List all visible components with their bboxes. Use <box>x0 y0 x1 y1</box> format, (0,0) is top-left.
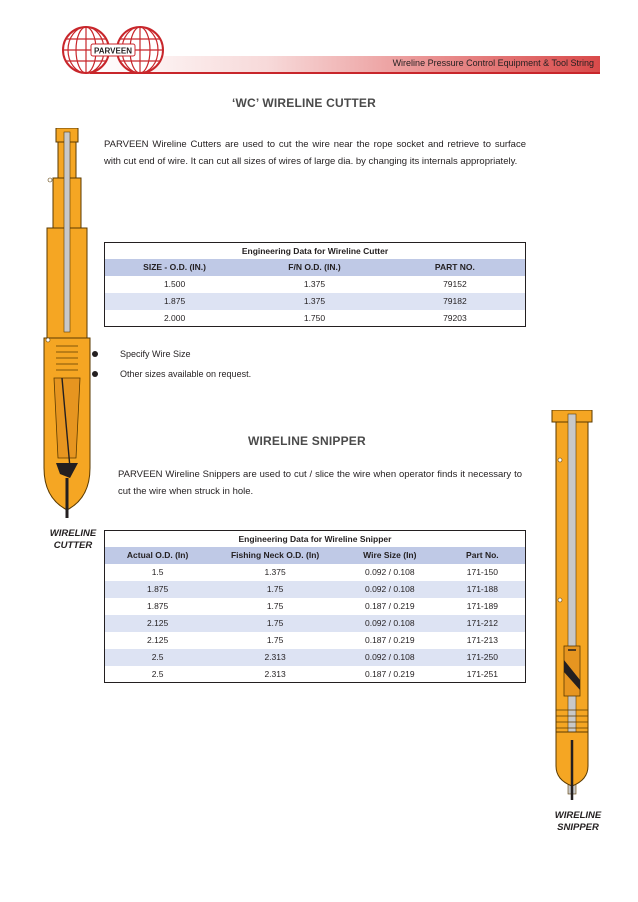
table-cell: 2.000 <box>105 310 245 327</box>
bullet-icon <box>92 371 98 377</box>
table-cell: 171-251 <box>440 666 526 683</box>
snipper-table <box>104 530 526 683</box>
table-cell: 79152 <box>385 276 526 293</box>
table-row <box>105 632 526 649</box>
column-header: Part No. <box>440 547 526 564</box>
column-header: Fishing Neck O.D. (In) <box>210 547 340 564</box>
table-cell: 2.5 <box>105 649 211 666</box>
snipper-description: PARVEEN Wireline Snippers are used to cut / slice the wire when operator finds it necessary to cut the wire when struck in hole. <box>118 469 522 497</box>
caption-line: CUTTER <box>53 540 93 551</box>
table-cell: 1.75 <box>210 615 340 632</box>
table-cell: 171-189 <box>440 598 526 615</box>
list-item <box>92 364 251 384</box>
column-header: SIZE - O.D. (IN.) <box>105 259 245 276</box>
table-cell: 0.092 / 0.108 <box>340 615 440 632</box>
note-text: Specify Wire Size <box>120 349 191 359</box>
table-row <box>105 666 526 683</box>
table-cell: 1.875 <box>105 293 245 310</box>
table-cell: 171-212 <box>440 615 526 632</box>
snipper-title: WIRELINE SNIPPER <box>248 434 366 448</box>
table-caption: Engineering Data for Wireline Snipper <box>105 531 526 547</box>
wireline-cutter-illustration <box>40 128 100 518</box>
table-cell: 0.092 / 0.108 <box>340 649 440 666</box>
table-cell: 1.875 <box>105 581 211 598</box>
table-caption: Engineering Data for Wireline Cutter <box>105 243 526 259</box>
table-cell: 1.875 <box>105 598 211 615</box>
caption-line: SNIPPER <box>557 822 599 833</box>
wireline-cutter-caption <box>36 528 110 552</box>
logo-text: PARVEEN <box>94 46 132 56</box>
wireline-snipper-caption <box>538 810 618 834</box>
table-cell: 0.092 / 0.108 <box>340 581 440 598</box>
table-row <box>105 581 526 598</box>
bullet-icon <box>92 351 98 357</box>
table-cell: 1.75 <box>266 635 284 645</box>
table-cell: 1.75 <box>266 601 284 611</box>
table-row <box>105 564 526 581</box>
caption-line: WIRELINE <box>49 528 97 539</box>
header-tagline: Wireline Pressure Control Equipment & Tool String <box>392 58 594 68</box>
cutter-title: ‘WC’ WIRELINE CUTTER <box>232 96 376 110</box>
table-cell: 1.375 <box>244 293 385 310</box>
table-cell: 1.5 <box>105 564 211 581</box>
table-cell: 79203 <box>385 310 526 327</box>
table-cell: 1.750 <box>244 310 385 327</box>
table-row <box>105 598 526 615</box>
table-cell: 2.125 <box>105 632 211 649</box>
table-row <box>105 276 526 293</box>
table-cell: 79182 <box>385 293 526 310</box>
table-cell: 0.092 / 0.108 <box>364 567 415 577</box>
caption-line: WIRELINE <box>554 810 602 821</box>
cutter-notes <box>92 344 251 384</box>
table-cell: 1.375 <box>303 279 326 289</box>
table-cell: 1.375 <box>264 567 286 577</box>
column-header: Wire Size (In) <box>340 547 440 564</box>
table-row <box>105 649 526 666</box>
table-cell: 0.187 / 0.219 <box>364 635 415 645</box>
note-text: Other sizes available on request. <box>120 369 252 379</box>
column-header: F/N O.D. (IN.) <box>244 259 385 276</box>
table-cell: 0.187 / 0.219 <box>340 666 440 683</box>
column-header: Actual O.D. (In) <box>105 547 211 564</box>
table-cell: 2.5 <box>105 666 211 683</box>
parveen-logo <box>58 24 168 76</box>
table-cell: 171-250 <box>440 649 526 666</box>
table-row <box>105 615 526 632</box>
table-cell: 2.313 <box>210 666 340 683</box>
table-cell: 1.75 <box>210 581 340 598</box>
table-cell: 171-150 <box>440 564 526 581</box>
table-row <box>105 310 526 327</box>
table-cell: 2.125 <box>105 615 211 632</box>
table-row <box>105 293 526 310</box>
cutter-description: PARVEEN Wireline Cutters are used to cut the wire near the rope socket and retrieve to surface with cut end of wire. It can cut all sizes of wires of large dia. by changing its internals appropriately. <box>104 139 526 167</box>
table-cell: 171-213 <box>440 632 526 649</box>
cutter-table <box>104 242 526 327</box>
column-header: PART NO. <box>385 259 526 276</box>
wireline-snipper-illustration <box>548 410 596 800</box>
table-cell: 2.313 <box>210 649 340 666</box>
list-item <box>92 344 251 364</box>
table-cell: 171-188 <box>440 581 526 598</box>
table-cell: 1.500 <box>105 276 245 293</box>
table-cell: 0.187 / 0.219 <box>364 601 415 611</box>
